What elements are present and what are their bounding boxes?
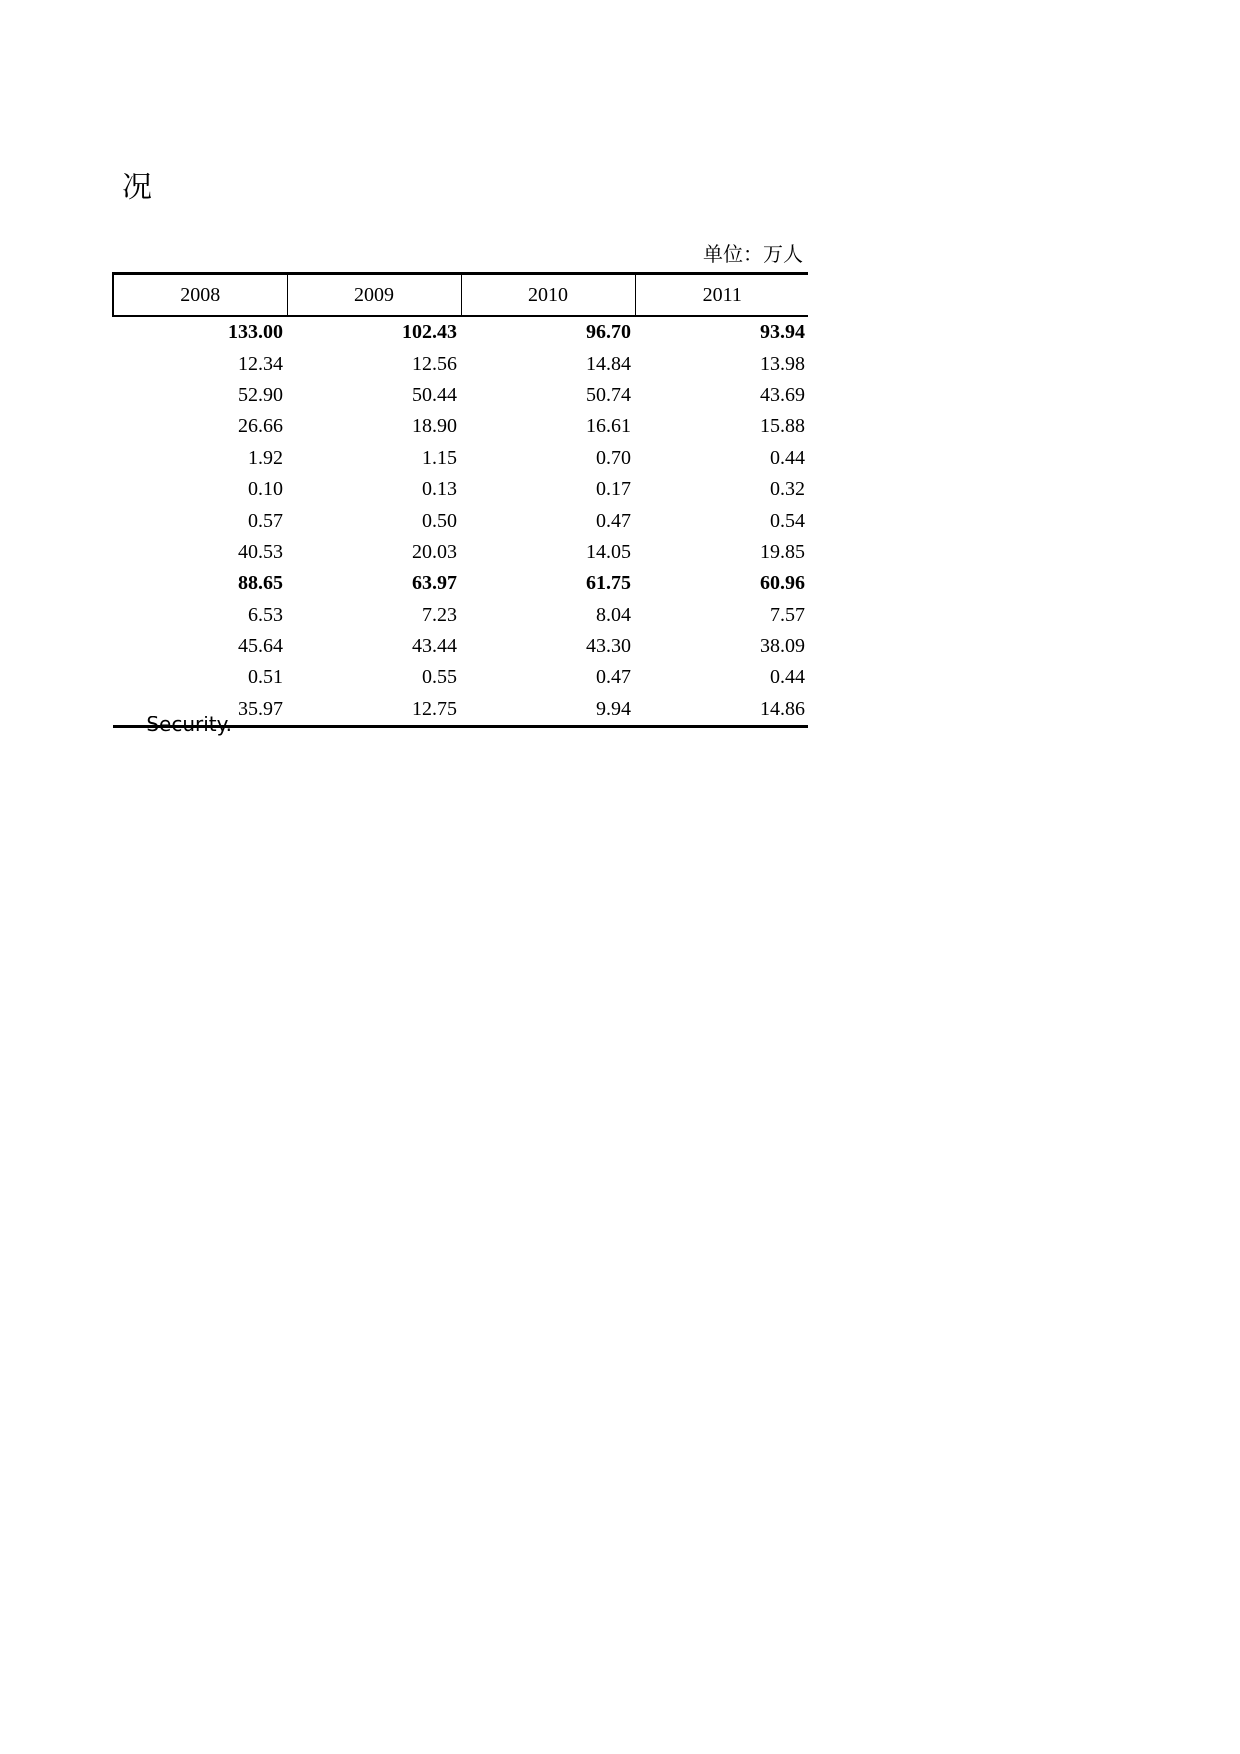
table-cell: 63.97 bbox=[412, 572, 457, 595]
table-row bbox=[113, 631, 808, 662]
table-row bbox=[113, 662, 808, 693]
table-body bbox=[113, 316, 808, 727]
table-cell: 0.44 bbox=[770, 666, 805, 689]
table-row bbox=[113, 316, 808, 348]
table-cell: 7.57 bbox=[770, 603, 805, 626]
table-row bbox=[113, 348, 808, 379]
table-cell: 43.30 bbox=[586, 635, 631, 658]
table-cell: 43.69 bbox=[760, 383, 805, 406]
source-note-text: Security. bbox=[146, 716, 232, 736]
table-row bbox=[113, 474, 808, 505]
table-cell: 0.32 bbox=[770, 478, 805, 501]
table-cell: 12.75 bbox=[287, 694, 461, 727]
table-cell: 61.75 bbox=[586, 572, 631, 595]
data-table-container bbox=[112, 272, 808, 728]
table-cell: 0.44 bbox=[770, 446, 805, 469]
table-cell: 7.23 bbox=[422, 603, 457, 626]
table-cell: 96.70 bbox=[586, 321, 631, 344]
table-cell: 38.09 bbox=[760, 635, 805, 658]
table-cell: 12.34 bbox=[238, 352, 283, 375]
source-note bbox=[112, 716, 232, 736]
table-cell: 0.55 bbox=[422, 666, 457, 689]
table-cell: 40.53 bbox=[238, 540, 283, 563]
table-title bbox=[112, 168, 152, 212]
table-cell: 102.43 bbox=[402, 321, 457, 344]
table-cell: 14.84 bbox=[586, 352, 631, 375]
table-cell: 133.00 bbox=[228, 321, 283, 344]
table-cell: 0.57 bbox=[248, 509, 283, 532]
table-cell: 50.74 bbox=[586, 383, 631, 406]
header-year-2011: 2011 bbox=[635, 274, 808, 317]
table-row bbox=[113, 443, 808, 474]
table-cell: 0.13 bbox=[422, 478, 457, 501]
table-cell: 14.86 bbox=[635, 694, 808, 727]
table-cell: 0.10 bbox=[248, 478, 283, 501]
table-cell: 0.70 bbox=[596, 446, 631, 469]
table-cell: 26.66 bbox=[238, 415, 283, 438]
header-year-2010: 2010 bbox=[461, 274, 635, 317]
table-cell: 6.53 bbox=[248, 603, 283, 626]
table-row bbox=[113, 537, 808, 568]
table-cell: 45.64 bbox=[238, 635, 283, 658]
table-cell: 52.90 bbox=[238, 383, 283, 406]
table-cell: 19.85 bbox=[760, 540, 805, 563]
table-cell: 1.92 bbox=[248, 446, 283, 469]
table-cell: 15.88 bbox=[760, 415, 805, 438]
table-cell: 1.15 bbox=[422, 446, 457, 469]
header-year-2008: 2008 bbox=[113, 274, 287, 317]
table-cell: 60.96 bbox=[760, 572, 805, 595]
table-title-text: 况 bbox=[122, 170, 152, 205]
table-cell: 8.04 bbox=[596, 603, 631, 626]
unit-label: 单位：万人 bbox=[703, 242, 803, 266]
header-year-2009: 2009 bbox=[287, 274, 461, 317]
table-cell: 0.17 bbox=[596, 478, 631, 501]
table-cell: 18.90 bbox=[412, 415, 457, 438]
table-cell: 88.65 bbox=[238, 572, 283, 595]
table-cell: 20.03 bbox=[412, 540, 457, 563]
table-row bbox=[113, 411, 808, 442]
header-row bbox=[113, 274, 808, 317]
table-cell: 12.56 bbox=[412, 352, 457, 375]
table-row bbox=[113, 505, 808, 536]
table-row bbox=[113, 380, 808, 411]
table-cell: 93.94 bbox=[760, 321, 805, 344]
data-table bbox=[112, 272, 808, 728]
table-row bbox=[113, 568, 808, 599]
table-cell: 50.44 bbox=[412, 383, 457, 406]
table-cell: 9.94 bbox=[461, 694, 635, 727]
table-cell: 0.51 bbox=[248, 666, 283, 689]
table-cell: 0.47 bbox=[596, 666, 631, 689]
table-cell: 43.44 bbox=[412, 635, 457, 658]
table-row bbox=[113, 600, 808, 631]
table-cell: 14.05 bbox=[586, 540, 631, 563]
table-cell: 0.50 bbox=[422, 509, 457, 532]
table-cell: 13.98 bbox=[760, 352, 805, 375]
table-cell: 16.61 bbox=[586, 415, 631, 438]
table-cell: 0.47 bbox=[596, 509, 631, 532]
table-cell: 0.54 bbox=[770, 509, 805, 532]
table-cell: 35.97 bbox=[113, 694, 287, 727]
